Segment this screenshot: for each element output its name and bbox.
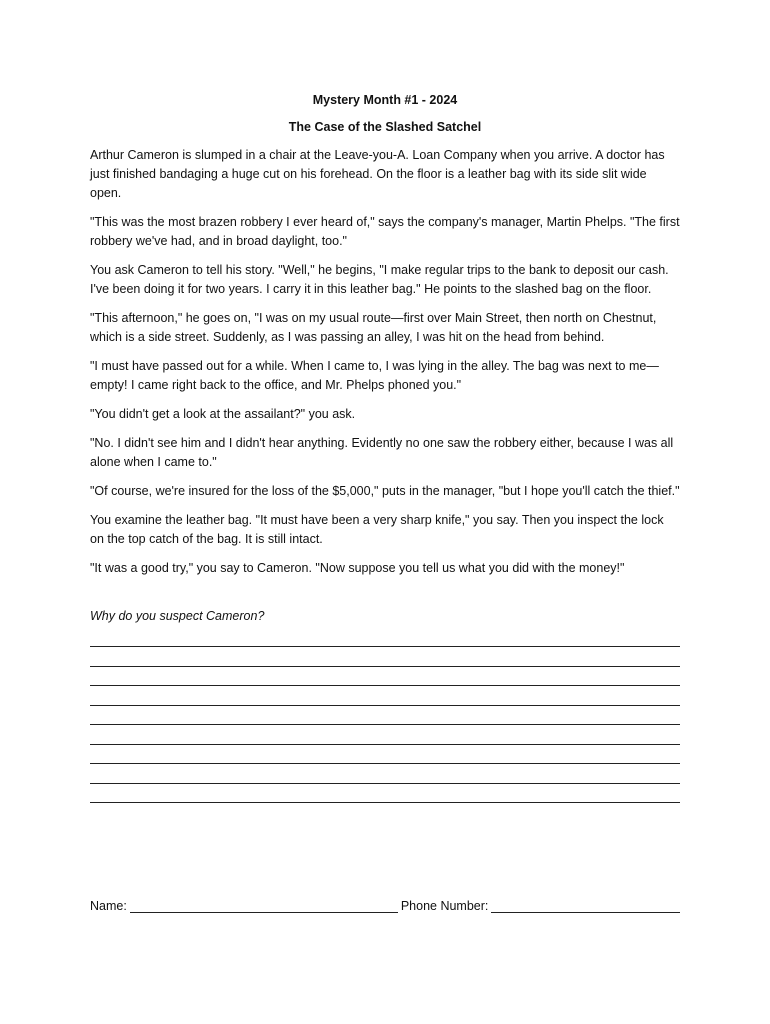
name-label: Name: xyxy=(90,899,127,913)
paragraph: "No. I didn't see him and I didn't hear anything. Evidently no one saw the robbery either, because I was all alone when I came to." xyxy=(90,436,674,469)
answer-line[interactable] xyxy=(90,647,680,667)
signature-row xyxy=(90,896,680,916)
question-prompt: Why do you suspect Cameron? xyxy=(90,609,265,623)
paragraph: You ask Cameron to tell his story. "Well," he begins, "I make regular trips to the bank to deposit our cash. I've been doing it for two years. I carry it in this leather bag." He points to the slashed bag on the floor. xyxy=(90,263,669,296)
answer-line[interactable] xyxy=(90,634,680,647)
paragraph: "You didn't get a look at the assailant?" you ask. xyxy=(90,407,356,421)
document-body xyxy=(90,92,680,803)
answer-line[interactable] xyxy=(90,725,680,745)
answer-line[interactable] xyxy=(90,745,680,765)
document-subtitle: The Case of the Slashed Satchel xyxy=(288,120,482,134)
paragraph: "I must have passed out for a while. When I came to, I was lying in the alley. The bag was next to me—empty! I came right back to the office, and Mr. Phelps phoned you." xyxy=(90,359,659,392)
paragraph: "Of course, we're insured for the loss of the $5,000," puts in the manager, "but I hope you'll catch the thief." xyxy=(90,484,680,498)
answer-line[interactable] xyxy=(90,706,680,726)
phone-field[interactable] xyxy=(491,898,680,913)
paragraph: "This was the most brazen robbery I ever heard of," says the company's manager, Martin Phelps. "The first robbery we've had, and in broad daylight, too." xyxy=(90,215,680,248)
document-title: Mystery Month #1 - 2024 xyxy=(312,93,458,107)
phone-label: Phone Number: xyxy=(400,899,489,913)
answer-line[interactable] xyxy=(90,667,680,687)
answer-line[interactable] xyxy=(90,686,680,706)
paragraph: "This afternoon," he goes on, "I was on my usual route—first over Main Street, then north on Chestnut, which is a side street. Suddenly, as I was passing an alley, I was hit on the head from behind. xyxy=(90,311,657,344)
paragraph: "It was a good try," you say to Cameron. "Now suppose you tell us what you did with the money!" xyxy=(90,561,625,575)
answer-lines[interactable] xyxy=(90,634,680,803)
answer-line[interactable] xyxy=(90,784,680,804)
answer-line[interactable] xyxy=(90,764,680,784)
name-field[interactable] xyxy=(130,898,398,913)
paragraph: Arthur Cameron is slumped in a chair at the Leave-you-A. Loan Company when you arrive. A doctor has just finished bandaging a huge cut on his forehead. On the floor is a leather bag with its side slit wide open. xyxy=(90,148,665,200)
paragraph: You examine the leather bag. "It must have been a very sharp knife," you say. Then you inspect the lock on the top catch of the bag. It is still intact. xyxy=(90,513,664,546)
